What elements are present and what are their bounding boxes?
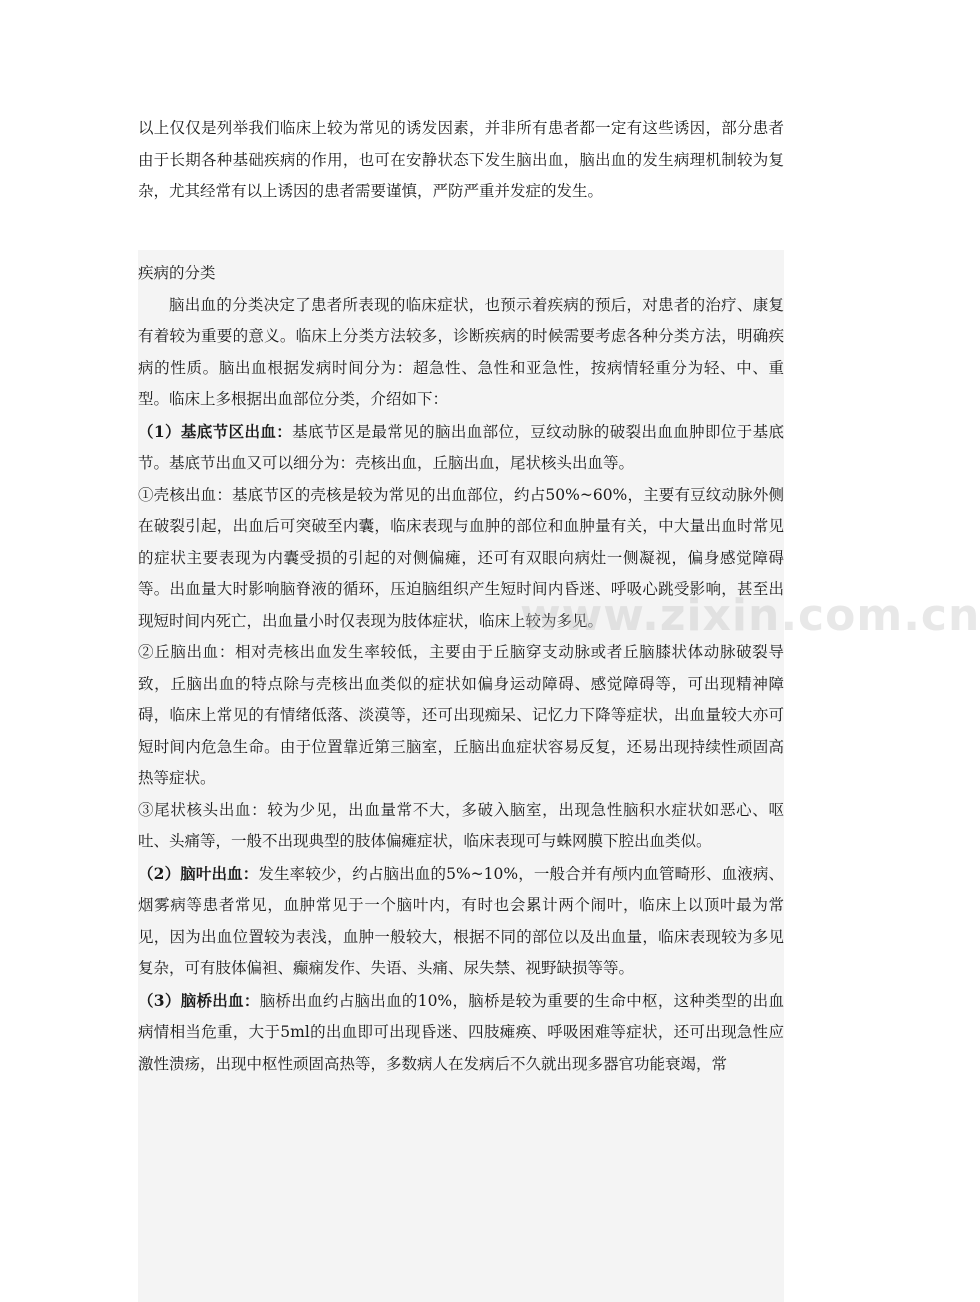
pontine-title: （3）脑桥出血： (138, 990, 260, 1010)
intro-paragraph: 以上仅仅是列举我们临床上较为常见的诱发因素，并非所有患者都一定有这些诱因，部分患者由于长期各种基础疾病的作用，也可在安静状态下发生脑出血，脑出血的发生病理机制较为复杂，尤其经常有以上诱因的患者需要谨慎，严防严重并发症的发生。 (138, 119, 784, 200)
basal-ganglia-paragraph (138, 416, 784, 480)
basal-ganglia-title: （1）基底节区出血： (138, 421, 293, 441)
caudate-paragraph (138, 795, 784, 858)
overview-paragraph: 脑出血的分类决定了患者所表现的临床症状，也预示着疾病的预后，对患者的治疗、康复有着较为重要的意义。临床上分类方法较多，诊断疾病的时候需要考虑各种分类方法，明确疾病的性质。脑出血根据发病时间分为：超急性、急性和亚急性，按病情轻重分为轻、中、重型。临床上多根据出血部位分类，介绍如下： (138, 295, 784, 408)
putamen-paragraph (138, 480, 784, 638)
pontine-text: 脑桥出血约占脑出血的10%，脑桥是较为重要的生命中枢，这种类型的出血病情相当危重，大于5ml的出血即可出现昏迷、四肢瘫痪、呼吸困难等症状，还可出现急性应激性溃疡，出现中枢性顽固高热等，多数病人在发病后不久就出现多器官功能衰竭，常 (138, 991, 784, 1073)
classification-section (138, 250, 784, 1302)
lobar-text: 发生率较少，约占脑出血的5%~10%，一般合并有颅内血管畸形、血液病、烟雾病等患者常见，血肿常见于一个脑叶内，有时也会累计两个闹叶，临床上以顶叶最为常见，因为出血位置较为表浅，血肿一般较大，根据不同的部位以及出血量，临床表现较为多见复杂，可有肢体偏袒、癫痫发作、失语、头痛、尿失禁、视野缺损等等。 (138, 864, 784, 977)
section-heading: 疾病的分类 (138, 264, 216, 282)
putamen-title: ①壳核出血： (138, 485, 233, 504)
intro-section (138, 113, 784, 208)
thalamus-title: ②丘脑出血： (138, 643, 235, 661)
lobar-title: （2）脑叶出血： (138, 863, 259, 883)
basal-ganglia-text: 基底节区是最常见的脑出血部位，豆纹动脉的破裂出血血肿即位于基底节。基底节出血又可以细分为：壳核出血，丘脑出血，尾状核头出血等。 (138, 422, 784, 472)
caudate-title: ③尾状核头出血： (138, 800, 268, 819)
thalamus-paragraph (138, 637, 784, 795)
watermark: www.zixin.com.cn (520, 590, 980, 641)
pontine-paragraph (138, 985, 784, 1081)
putamen-text: 基底节区的壳核是较为常见的出血部位，约占50%~60%，主要有豆纹动脉外侧在破裂引起，出血后可突破至内囊，临床表现与血肿的部位和血肿量有关，中大量出血时常见的症状主要表现为内囊受损的引起的对侧偏瘫，还可有双眼向病灶一侧凝视，偏身感觉障碍等。出血量大时影响脑脊液的循环，压迫脑组织产生短时间内昏迷、呼吸心跳受影响，甚至出现短时间内死亡，出血量小时仅表现为肢体症状，临床上较为多见。 (138, 485, 784, 630)
thalamus-text: 相对壳核出血发生率较低，主要由于丘脑穿支动脉或者丘脑膝状体动脉破裂导致，丘脑出血的特点除与壳核出血类似的症状如偏身运动障碍、感觉障碍等，可出现精神障碍，临床上常见的有情绪低落、淡漠等，还可出现痴呆、记忆力下降等症状，出血量较大亦可短时间内危急生命。由于位置靠近第三脑室，丘脑出血症状容易反复，还易出现持续性顽固高热等症状。 (138, 643, 784, 787)
lobar-paragraph (138, 858, 784, 985)
caudate-text: 较为少见，出血量常不大，多破入脑室，出现急性脑积水症状如恶心、呕吐、头痛等，一般不出现典型的肢体偏瘫症状，临床表现可与蛛网膜下腔出血类似。 (138, 800, 784, 850)
